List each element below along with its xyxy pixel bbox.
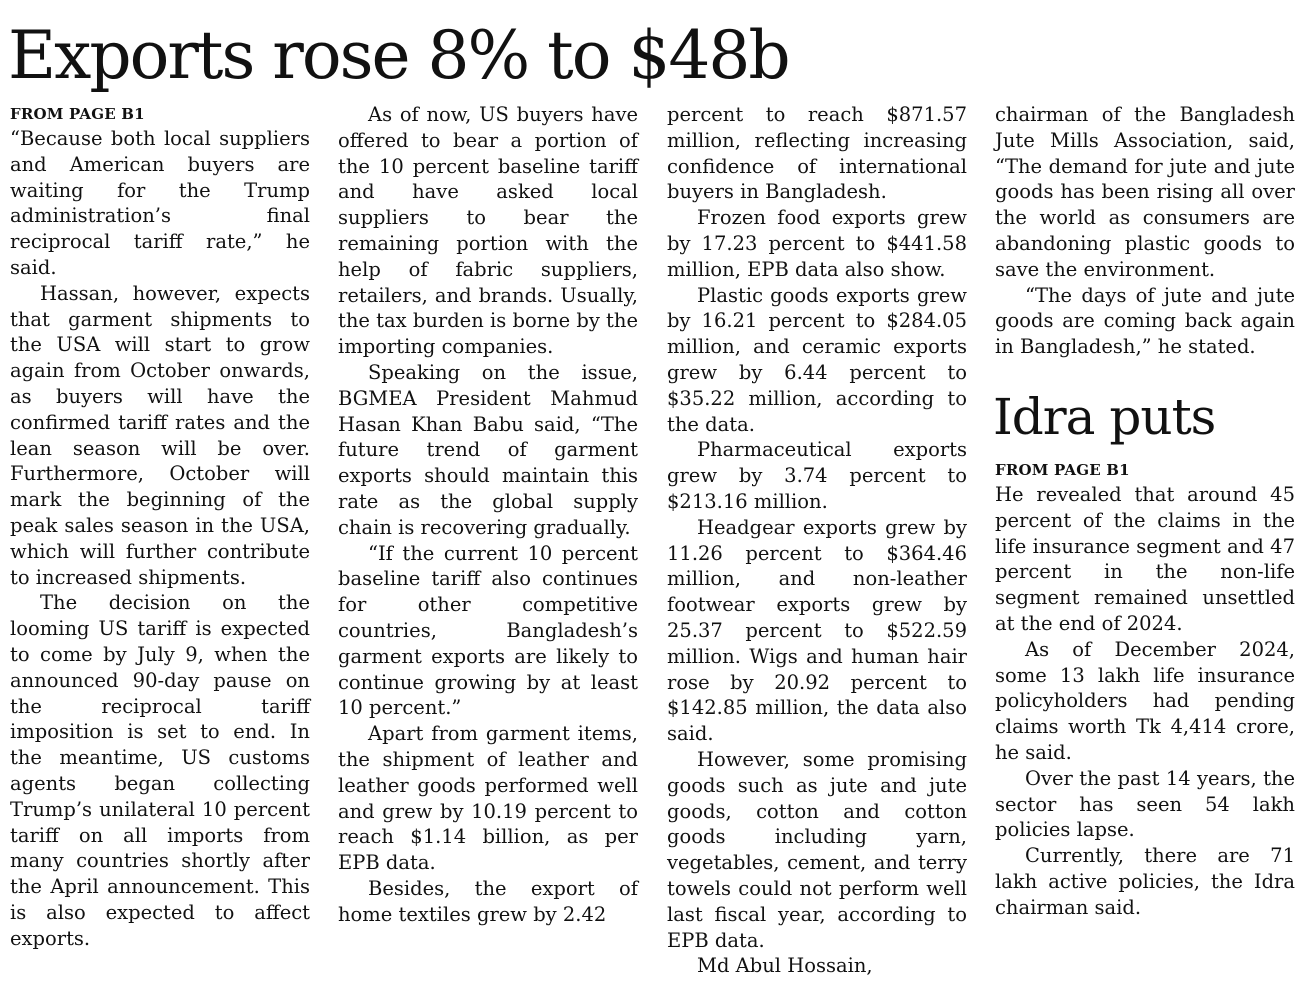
article-paragraph: As of now, US buyers have offered to bear a portion of the 10 percent baseline tariff and have asked local suppliers to bear the remaining portion with the help of fabric suppliers, retailers, and brands. Usually, the tax burden is borne by the importing companies. (338, 103, 638, 359)
article-paragraph: percent to reach $871.57 million, reflecting increasing confidence of international buyers in Bangladesh. (667, 103, 967, 204)
page-headline: Exports rose 8% to $48b (8, 17, 789, 94)
continuation-kicker: FROM PAGE B1 (995, 460, 1130, 479)
article-paragraph: As of December 2024, some 13 lakh life insurance policyholders had pending claims worth Tk 4,414 crore, he said. (995, 637, 1295, 764)
article-paragraph: Md Abul Hossain, (697, 954, 873, 978)
article-paragraph: chairman of the Bangladesh Jute Mills Association, said, “The demand for jute and jute goods has been rising all over the world as consumers are abandoning plastic goods to save the environment. (995, 103, 1295, 281)
article-paragraph: Frozen food exports grew by 17.23 percent to $441.58 million, EPB data also show. (667, 206, 967, 281)
article-paragraph: Plastic goods exports grew by 16.21 percent to $284.05 million, and ceramic exports grew by 6.44 percent to $35.22 million, according to the data. (667, 283, 967, 436)
article-column-4 (995, 102, 1295, 921)
article-paragraph: Speaking on the issue, BGMEA President Mahmud Hasan Khan Babu said, “The future trend of garment exports should maintain this rate as the global supply chain is recovering gradually. (338, 360, 638, 539)
article-paragraph: However, some promising goods such as jute and jute goods, cotton and cotton goods including yarn, vegetables, cement, and terry towels could not perform well last fiscal year, according to EPB data. (667, 747, 967, 952)
secondary-headline: Idra puts (993, 387, 1216, 446)
article-paragraph: “Because both local suppliers and American buyers are waiting for the Trump administration’s final reciprocal tariff rate,” he said. (10, 127, 310, 279)
article-paragraph: Currently, there are 71 lakh active policies, the Idra chairman said. (995, 844, 1295, 919)
article-paragraph: “The days of jute and jute goods are coming back again in Bangladesh,” he stated. (995, 283, 1295, 359)
continuation-kicker: FROM PAGE B1 (10, 105, 145, 123)
article-paragraph: Headgear exports grew by 11.26 percent to $364.46 million, and non-leather footwear exports grew by 25.37 percent to $522.59 million. Wigs and human hair rose by 20.92 percent to $142.85 million, the data also said. (667, 515, 967, 746)
article-column-1 (10, 102, 310, 952)
article-column-2 (338, 102, 638, 928)
article-paragraph: The decision on the looming US tariff is expected to come by July 9, when the announced 90-day pause on the reciprocal tariff imposition is set to end. In the meantime, US customs agents began collecting Trump’s unilateral 10 percent tariff on all imports from many countries shortly after the April announcement. This is also expected to affect exports. (10, 591, 310, 950)
article-paragraph: Hassan, however, expects that garment shipments to the USA will start to grow again from October onwards, as buyers will have the confirmed tariff rates and the lean season will be over. Furthermore, October will mark the beginning of the peak sales season in the USA, which will further contribute to increased shipments. (10, 281, 310, 589)
article-paragraph: “If the current 10 percent baseline tariff also continues for other competitive countries, Bangladesh’s garment exports are likely to continue growing by at least 10 percent.” (338, 541, 638, 720)
article-paragraph: Over the past 14 years, the sector has seen 54 lakh policies lapse. (995, 766, 1295, 842)
article-paragraph: Besides, the export of home textiles grew by 2.42 (338, 876, 638, 926)
article-paragraph: He revealed that around 45 percent of the claims in the life insurance segment and 47 percent in the non-life segment remained unsettled at the end of 2024. (995, 482, 1295, 635)
article-column-3 (667, 102, 967, 979)
article-paragraph: Pharmaceutical exports grew by 3.74 percent to $213.16 million. (667, 438, 967, 513)
article-paragraph: Apart from garment items, the shipment of leather and leather goods performed well and grew by 10.19 percent to reach $1.14 billion, as per EPB data. (338, 722, 638, 875)
